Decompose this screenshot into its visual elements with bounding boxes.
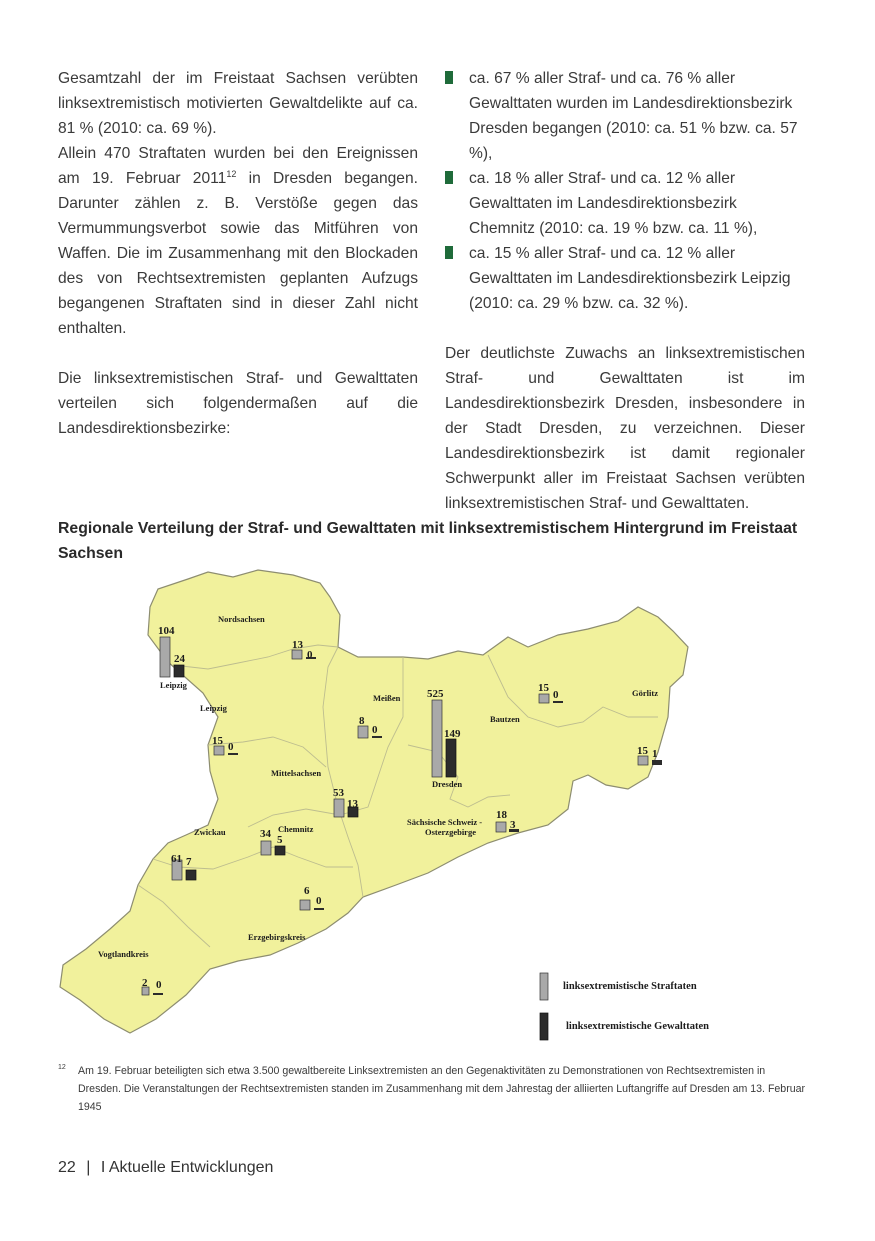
page-footer — [58, 1159, 273, 1177]
value-straftaten-bautzen: 15 — [538, 682, 549, 694]
label-dresden: Dresden — [432, 779, 463, 789]
label-meissen: Meißen — [373, 693, 401, 703]
label-saechsische-schweiz-1: Sächsische Schweiz - — [407, 817, 483, 827]
value-gewalttaten-saechsische-schweiz: 3 — [510, 819, 516, 831]
value-straftaten-nordsachsen: 13 — [292, 639, 303, 651]
value-gewalttaten-vogtlandkreis: 0 — [156, 979, 162, 991]
label-leipzig-stadt: Leipzig — [160, 680, 187, 690]
bar-straftaten-bautzen — [539, 694, 549, 703]
bullet-dresden: ca. 67 % aller Straf- und ca. 76 % aller Gewalttaten wurden im Landesdirektionsbezirk Dresden begangen (2010: ca. 51 % bzw. ca. 57 %), — [445, 66, 805, 166]
bar-straftaten-chemnitz — [261, 841, 271, 855]
value-gewalttaten-zwickau: 7 — [186, 856, 192, 868]
label-zwickau: Zwickau — [194, 827, 226, 837]
figure-title: Regionale Verteilung der Straf- und Gewalttaten mit linksextremistischem Hintergrund im Freistaat Sachsen — [58, 520, 798, 562]
value-straftaten-saechsische-schweiz: 18 — [496, 809, 507, 821]
footer-section-title: I Aktuelle Entwicklungen — [100, 1159, 274, 1176]
legend-label-straftaten: linksextremistische Straftaten — [563, 981, 697, 992]
label-erzgebirgskreis: Erzgebirgskreis — [248, 932, 306, 942]
bar-gewalttaten-leipzig-land — [228, 753, 238, 755]
bar-straftaten-goerlitz — [638, 756, 648, 765]
footer-separator: | — [86, 1159, 91, 1176]
label-mittelsachsen: Mittelsachsen — [271, 768, 322, 778]
value-straftaten-mittelsachsen: 53 — [333, 787, 344, 799]
value-straftaten-vogtlandkreis: 2 — [142, 977, 148, 989]
bar-straftaten-erzgebirgskreis — [300, 900, 310, 910]
bullet-list-landesdirektionen — [445, 66, 805, 316]
bar-gewalttaten-bautzen — [553, 701, 563, 703]
value-straftaten-erzgebirgskreis: 6 — [304, 885, 310, 897]
value-gewalttaten-dresden: 149 — [444, 728, 461, 740]
legend-swatch-gewalttaten — [540, 1013, 548, 1040]
label-nordsachsen: Nordsachsen — [218, 614, 265, 624]
legend-swatch-straftaten — [540, 973, 548, 1000]
bar-straftaten-mittelsachsen — [334, 799, 344, 817]
bullet-chemnitz: ca. 18 % aller Straf- und ca. 12 % aller Gewalttaten im Landesdirektionsbezirk Chemnitz (2010: ca. 19 % bzw. ca. 11 %), — [445, 166, 805, 241]
bar-gewalttaten-vogtlandkreis — [153, 993, 163, 995]
value-straftaten-leipzig-stadt: 104 — [158, 625, 175, 637]
value-straftaten-meissen: 8 — [359, 715, 365, 727]
bar-gewalttaten-zwickau — [186, 870, 196, 880]
value-gewalttaten-bautzen: 0 — [553, 689, 559, 701]
right-column — [445, 66, 805, 516]
value-straftaten-zwickau: 61 — [171, 853, 182, 865]
label-goerlitz: Görlitz — [632, 688, 658, 698]
paragraph-470-part-a: Allein 470 Straftaten wurden bei den Ereignissen am 19. Februar 2011 — [58, 145, 418, 187]
value-straftaten-goerlitz: 15 — [637, 745, 648, 757]
footnote-reference[interactable]: 12 — [226, 168, 237, 179]
value-gewalttaten-goerlitz: 1 — [652, 748, 658, 760]
paragraph-gewaltdelikte: Gesamtzahl der im Freistaat Sachsen verübten linksextremistisch motivierten Gewaltdelikte auf ca. 81 % (2010: ca. 69 %). — [58, 70, 418, 137]
value-gewalttaten-chemnitz: 5 — [277, 834, 283, 846]
paragraph-470-part-b: in Dresden begangen. Darunter zählen z. B. Verstöße gegen das Vermummungsverbot sowie das Mitführen von Waffen. Die im Zusammenhang mit den Blockaden des von Rechtsextremisten geplanten Aufzugs begangenen Straftaten sind in dieser Zahl nicht enthalten. — [58, 170, 418, 337]
label-bautzen: Bautzen — [490, 714, 520, 724]
paragraph-zuwachs: Der deutlichste Zuwachs an linksextremistischen Straf- und Gewalttaten ist im Landesdirektionsbezirk Dresden, insbesondere in der Stadt Dresden, zu verzeichnen. Dieser Landesdirektionsbezirk ist damit regionaler Schwerpunkt aller im Freistaat Sachsen verübten linksextremistischen Straf- und Gewalttaten. — [445, 345, 805, 512]
bullet-leipzig: ca. 15 % aller Straf- und ca. 12 % aller Gewalttaten im Landesdirektionsbezirk Leipzig (2010: ca. 29 % bzw. ca. 32 %). — [445, 241, 805, 316]
footnote — [58, 1062, 810, 1116]
left-column — [58, 66, 418, 441]
value-gewalttaten-mittelsachsen: 13 — [347, 798, 358, 810]
bar-straftaten-saechsische-schweiz — [496, 822, 506, 832]
value-gewalttaten-meissen: 0 — [372, 724, 378, 736]
value-straftaten-leipzig-land: 15 — [212, 735, 223, 747]
bar-straftaten-leipzig-stadt — [160, 637, 170, 677]
page-number: 22 — [58, 1159, 76, 1176]
map-legend — [540, 973, 709, 1040]
footnote-number: 12 — [58, 1064, 66, 1071]
label-leipzig-land: Leipzig — [200, 703, 227, 713]
value-straftaten-dresden: 525 — [427, 688, 444, 700]
bar-straftaten-dresden — [432, 700, 442, 777]
bar-gewalttaten-chemnitz — [275, 846, 285, 855]
bar-straftaten-meissen — [358, 726, 368, 738]
saxony-map — [58, 567, 810, 1047]
paragraph-verteilung: Die linksextremistischen Straf- und Gewalttaten verteilen sich folgendermaßen auf die Landesdirektionsbezirke: — [58, 370, 418, 437]
paragraph-470-straftaten — [58, 141, 418, 341]
value-gewalttaten-nordsachsen: 0 — [307, 649, 313, 661]
legend-label-gewalttaten: linksextremistische Gewalttaten — [566, 1021, 709, 1032]
value-gewalttaten-erzgebirgskreis: 0 — [316, 895, 322, 907]
bar-straftaten-nordsachsen — [292, 650, 302, 659]
bar-straftaten-leipzig-land — [214, 746, 224, 755]
bar-gewalttaten-dresden — [446, 739, 456, 777]
value-gewalttaten-leipzig-land: 0 — [228, 741, 234, 753]
bar-gewalttaten-meissen — [372, 736, 382, 738]
saxony-state-shape — [60, 570, 688, 1033]
value-straftaten-chemnitz: 34 — [260, 828, 271, 840]
bar-gewalttaten-goerlitz — [652, 760, 662, 765]
label-vogtlandkreis: Vogtlandkreis — [98, 949, 149, 959]
label-saechsische-schweiz-2: Osterzgebirge — [425, 827, 476, 837]
bar-gewalttaten-leipzig-stadt — [174, 665, 184, 677]
footnote-text: Am 19. Februar beteiligten sich etwa 3.500 gewaltbereite Linksextremisten an den Gegenaktivitäten zu Demonstrationen von Rechtsextremisten in Dresden. Die Veranstaltungen der Rechtsextremisten standen im Zusammenhang mit dem Jahrestag der alliierten Luftangriffe auf Dresden am 13. Februar 1945 — [78, 1065, 806, 1113]
bar-gewalttaten-erzgebirgskreis — [314, 908, 324, 910]
label-chemnitz: Chemnitz — [278, 824, 314, 834]
value-gewalttaten-leipzig-stadt: 24 — [174, 653, 185, 665]
